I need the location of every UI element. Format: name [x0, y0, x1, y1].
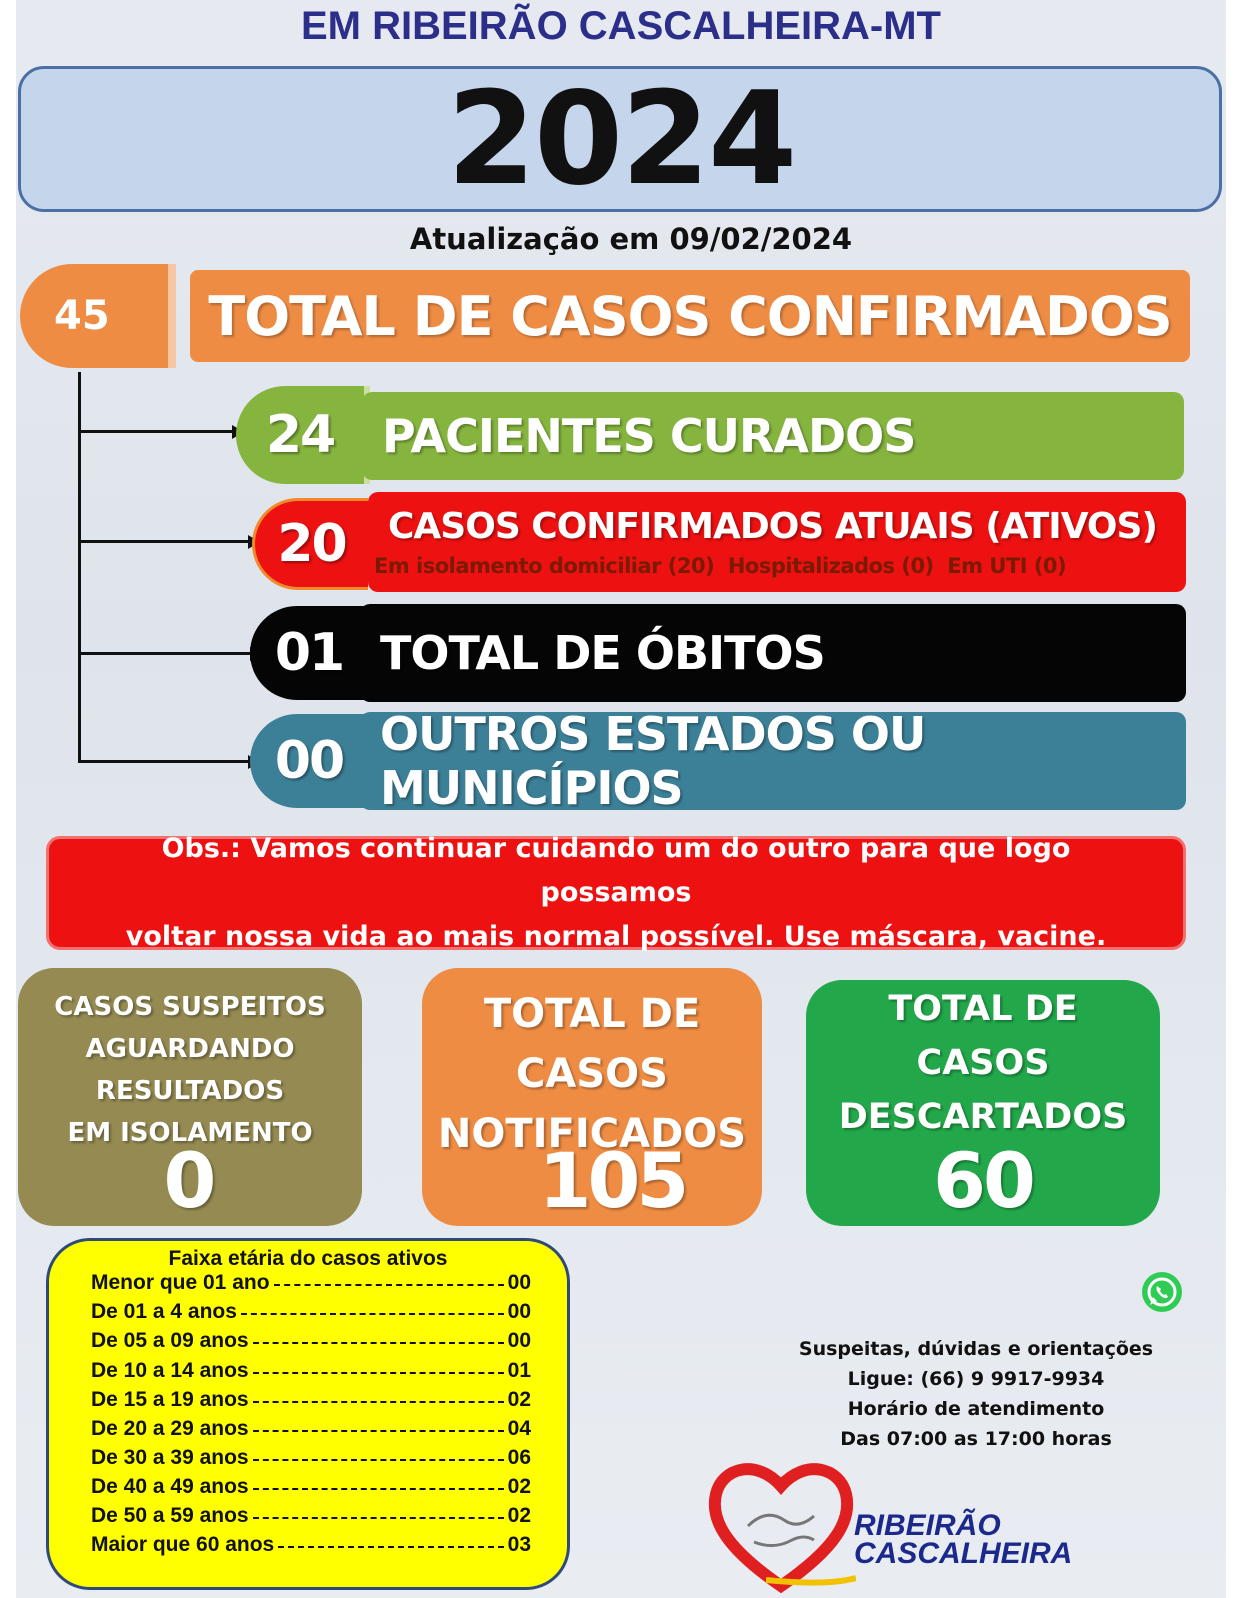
age-value: 00 [507, 1271, 531, 1294]
cured-label: PACIENTES CURADOS [362, 392, 1184, 480]
age-row [91, 1388, 531, 1412]
age-row [91, 1359, 531, 1383]
whatsapp-icon [1142, 1272, 1182, 1312]
age-value: 04 [507, 1417, 531, 1440]
card-line: CASOS [916, 1043, 1050, 1083]
tree-branch [78, 540, 250, 543]
logo-line: CASCALHEIRA [854, 1537, 1073, 1570]
age-row [91, 1417, 531, 1441]
update-date: Atualização em 09/02/2024 [409, 222, 853, 256]
year-text: 2024 [446, 65, 796, 214]
logo-line: RIBEIRÃO [854, 1509, 1001, 1542]
contact-phone: Ligue: (66) 9 9917-9934 [847, 1368, 1105, 1390]
age-row [91, 1329, 531, 1353]
active-label-box [368, 492, 1186, 592]
card-line: TOTAL DE [483, 991, 701, 1037]
age-label: Maior que 60 anos [91, 1533, 275, 1556]
age-value: 00 [507, 1300, 531, 1323]
notified-card [422, 968, 762, 1226]
age-row [91, 1504, 531, 1528]
contact-line: Horário de atendimento [847, 1398, 1105, 1420]
age-row [91, 1271, 531, 1295]
observation-line: voltar nossa vida ao mais normal possível. Use máscara, vacine. [125, 921, 1107, 952]
card-line: AGUARDANDO [85, 1034, 295, 1064]
deaths-value: 01 [250, 606, 368, 700]
age-value: 02 [507, 1388, 531, 1411]
tree-branch [78, 652, 252, 655]
active-breakdown: Em isolamento domiciliar (20) Hospitalizados (0) Em UTI (0) [374, 554, 1067, 578]
logo-text [854, 1509, 1073, 1570]
active-label: CASOS CONFIRMADOS ATUAIS (ATIVOS) [388, 506, 1157, 547]
age-value: 03 [507, 1533, 531, 1556]
age-label: De 30 a 39 anos [91, 1446, 249, 1469]
age-label: De 50 a 59 anos [91, 1504, 249, 1527]
total-confirmed-label: TOTAL DE CASOS CONFIRMADOS [190, 270, 1190, 362]
age-label: De 40 a 49 anos [91, 1475, 249, 1498]
other-value: 00 [250, 714, 368, 808]
contact-line: Suspeitas, dúvidas e orientações [798, 1338, 1154, 1360]
card-line: EM ISOLAMENTO [67, 1118, 313, 1148]
observation-box [46, 833, 1186, 952]
age-label: Menor que 01 ano [91, 1271, 270, 1294]
card-line: TOTAL DE [888, 989, 1078, 1029]
notified-value: 105 [538, 1136, 686, 1225]
active-value: 20 [252, 498, 368, 590]
card-line: DESCARTADOS [838, 1097, 1128, 1137]
age-row [91, 1300, 531, 1324]
age-value: 01 [507, 1359, 531, 1382]
discarded-card [806, 980, 1160, 1226]
age-label: De 10 a 14 anos [91, 1359, 249, 1382]
observation-line: Obs.: Vamos continuar cuidando um do outro para que logo possamos [161, 833, 1071, 908]
age-row [91, 1446, 531, 1470]
contact-info [776, 1334, 1176, 1454]
age-value: 02 [507, 1475, 531, 1498]
contact-hours: Das 07:00 as 17:00 horas [840, 1428, 1112, 1450]
tree-branch [78, 760, 250, 763]
card-line: CASOS SUSPEITOS [54, 992, 326, 1022]
age-row [91, 1533, 531, 1557]
tree-branch [78, 430, 234, 433]
header-title: EM RIBEIRÃO CASCALHEIRA-MT [301, 4, 941, 48]
discarded-value: 60 [933, 1136, 1033, 1225]
other-label: OUTROS ESTADOS OU MUNICÍPIOS [360, 712, 1186, 810]
suspect-value: 0 [163, 1136, 217, 1225]
card-line: NOTIFICADOS [437, 1111, 747, 1157]
age-value: 02 [507, 1504, 531, 1527]
age-value: 00 [507, 1329, 531, 1352]
cured-value: 24 [236, 386, 370, 484]
heart-handshake-logo [706, 1456, 856, 1594]
suspect-card [18, 968, 362, 1226]
total-confirmed-value: 45 [20, 264, 176, 368]
age-label: De 05 a 09 anos [91, 1329, 249, 1352]
age-value: 06 [507, 1446, 531, 1469]
age-table-title: Faixa etária do casos ativos [168, 1247, 448, 1270]
age-label: De 15 a 19 anos [91, 1388, 249, 1411]
bulletin [16, 0, 1226, 1598]
age-table [46, 1238, 570, 1590]
deaths-label: TOTAL DE ÓBITOS [360, 604, 1186, 702]
card-line: RESULTADOS [95, 1076, 285, 1106]
age-row [91, 1475, 531, 1499]
age-label: De 01 a 4 anos [91, 1300, 237, 1323]
card-line: CASOS [516, 1051, 668, 1097]
age-label: De 20 a 29 anos [91, 1417, 249, 1440]
